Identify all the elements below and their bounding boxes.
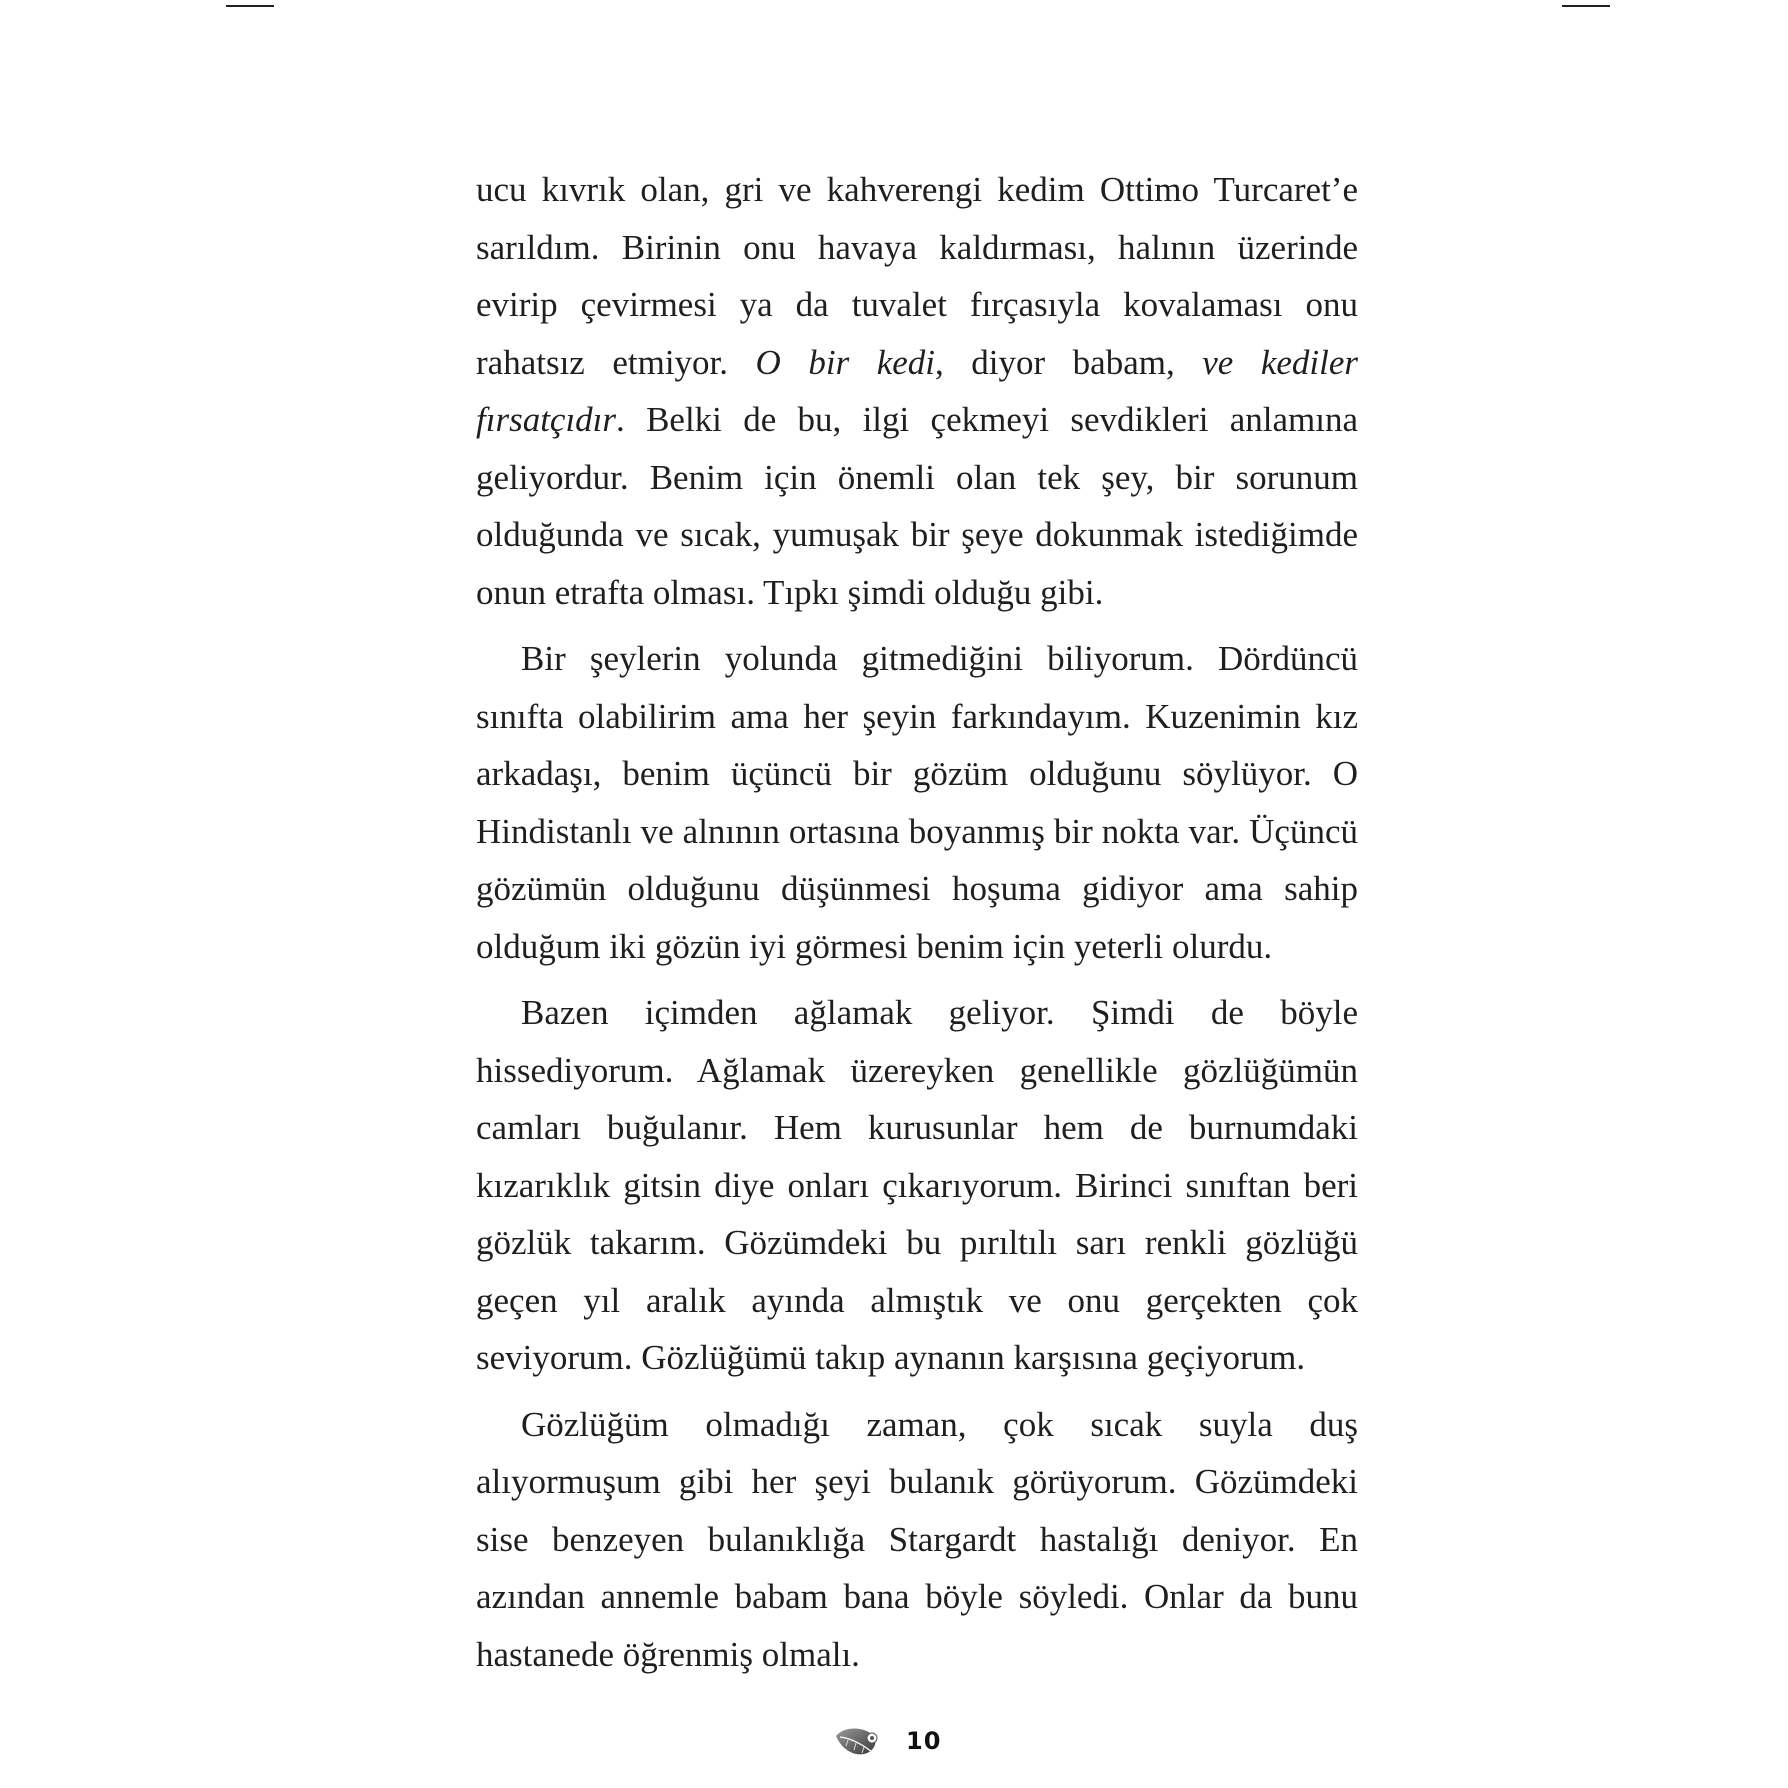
page-footer — [0, 1720, 1788, 1764]
italic-phrase-cat: O bir kedi — [755, 342, 935, 382]
crop-mark-right — [1562, 5, 1610, 7]
crop-mark-left — [226, 5, 274, 7]
paragraph-4 — [476, 1396, 1358, 1684]
italic-phrase-opportunists: ve kediler fırsatçıdır — [476, 342, 1358, 439]
paragraph-3-text: Bazen içimden ağlamak geliyor. Şimdi de böyle hissediyorum. Ağlamak üzereyken genellikle gözlüğümün camları buğulanır. Hem kurusunlar hem de burnumdaki kızarıklık gitsin diye onları çıkarıyorum. Birinci sınıftan beri gözlük takarım. Gözümdeki bu pırıltılı sarı renkli gözlüğü geçen yıl aralık ayında almıştık ve onu gerçekten çok seviyorum. Gözlüğümü takıp aynanın karşısına geçiyorum. — [476, 993, 1358, 1377]
paragraph-2 — [476, 630, 1358, 975]
paragraph-2-text: Bir şeylerin yolunda gitmediğini biliyorum. Dördüncü sınıfta olabilirim ama her şeyin farkındayım. Kuzenimin kız arkadaşı, benim üçüncü bir gözüm olduğunu söylüyor. O Hindistanlı ve alnının ortasına boyanmış bir nokta var. Üçüncü gözümün olduğunu düşünmesi hoşuma gidiyor ama sahip olduğum iki gözün iyi görmesi benim için yeterli olurdu. — [476, 639, 1358, 966]
paragraph-1-segment: , diyor babam, — [935, 342, 1203, 382]
paragraph-4-text: Gözlüğüm olmadığı zaman, çok sıcak suyla duş alıyormuşum gibi her şeyi bulanık görüyorum. Gözümdeki sise benzeyen bulanıklığa Stargardt hastalığı deniyor. En azından annemle babam bana böyle söyledi. Onlar da bunu hastanede öğrenmiş olmalı. — [476, 1404, 1358, 1674]
page-number: 10 — [906, 1727, 942, 1755]
paragraph-1 — [476, 161, 1358, 621]
paragraph-1-segment: ucu kıvrık olan, gri ve kahverengi kedim Ottimo Turcaret’e sarıldım. Birinin onu havaya kaldırması, halının üzerinde evirip çevirmesi ya da tuvalet fırçasıyla kovalaması onu rahatsız etmiyor. — [476, 170, 1358, 382]
leaf-folio-icon — [834, 1724, 882, 1758]
paragraph-3 — [476, 984, 1358, 1387]
paragraph-1-segment: . Belki de bu, ilgi çekmeyi sevdikleri anlamına geliyordur. Benim için önemli olan tek şey, bir sorunum olduğunda ve sıcak, yumuşak bir şeye dokunmak istediğimde onun etrafta olması. Tıpkı şimdi olduğu gibi. — [476, 400, 1358, 612]
body-text — [476, 161, 1358, 1692]
